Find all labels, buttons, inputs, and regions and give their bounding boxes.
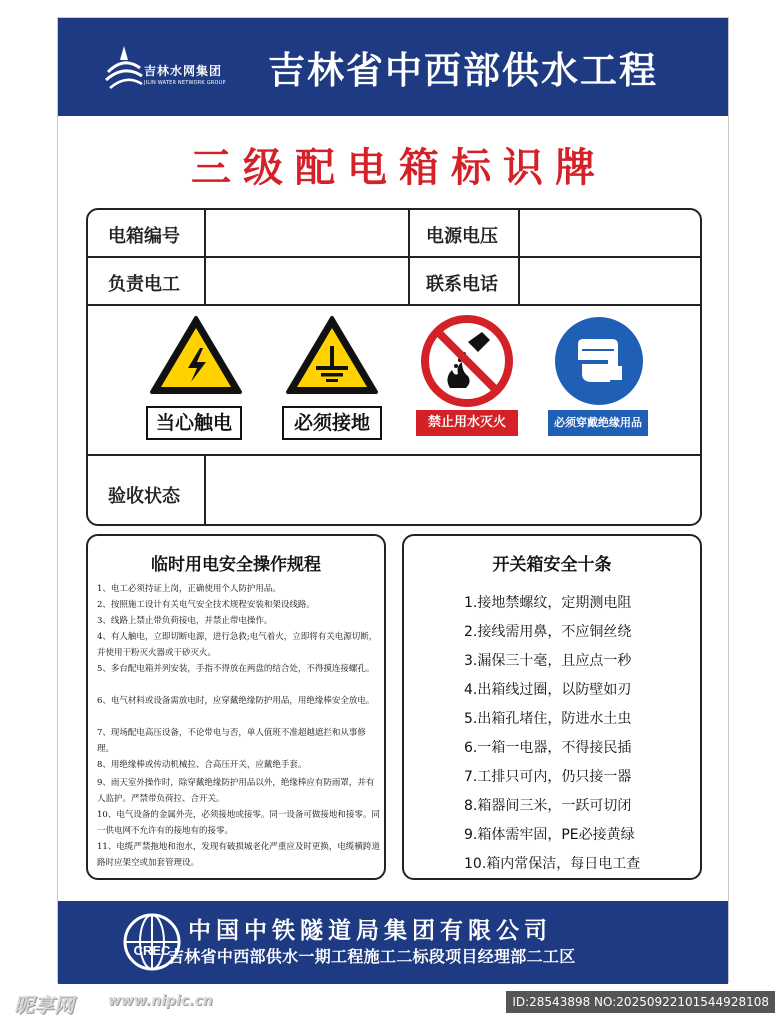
safety-rule-4: 4、有人触电，立即切断电源，进行急救;电气着火，立即将有关电源切断，并使用干粉灭火器或干砂灭火。 [97, 632, 378, 658]
safety-rule-5: 5、多台配电箱并列安装，手指不得放在两盘的结合处，不得摸连接螺孔。 [97, 664, 375, 674]
sign-board [57, 17, 729, 983]
electric-shock-warning-icon [148, 314, 244, 396]
department-name: 吉林省中西部供水一期工程施工二标段项目经理部二工区 [168, 947, 576, 966]
switch-box-rules-title: 开关箱安全十条 [492, 555, 612, 575]
acceptance-label: 验收状态 [108, 486, 180, 507]
project-title: 吉林省中西部供水工程 [268, 49, 658, 92]
safety-rule-2: 2、按照施工设计有关电气安全技术规程安装和架设线路。 [97, 600, 315, 610]
water-wave-logo-icon [104, 42, 144, 92]
sign-title: 三级配电箱标识牌 [191, 145, 607, 191]
table-divider [88, 454, 700, 456]
sign-label-no-water: 禁止用水灭火 [416, 410, 518, 436]
switch-box-rule-10: 10.箱内常保洁，每日电工查 [464, 856, 641, 872]
safety-rule-6: 6、电气材料或设备需放电时，应穿戴绝缘防护用品，用绝缘棒安全放电。 [97, 696, 375, 706]
watermark-brand: 昵享网 [14, 993, 74, 1017]
box-number-label: 电箱编号 [108, 226, 180, 247]
switch-box-rule-6: 6.一箱一电器，不得接民插 [464, 740, 632, 756]
switch-box-rules-panel [402, 534, 702, 880]
safety-rule-9: 9、雨天室外操作时，除穿戴绝缘防护用品以外，绝缘棒应有防雨罩，并有人监护。严禁带负荷拉、合开关。 [97, 778, 375, 804]
crec-logo-text: CREC [133, 943, 171, 958]
no-water-extinguish-icon [420, 314, 514, 408]
switch-box-rule-9: 9.箱体需牢固，PE必接黄绿 [464, 827, 635, 843]
logo-subtitle: JILIN WATER NETWORK GROUP [144, 80, 226, 86]
info-table [86, 208, 702, 526]
phone-label: 联系电话 [426, 274, 498, 295]
electrician-label: 负责电工 [108, 274, 180, 295]
safety-rule-3: 3、线路上禁止带负荷接电，并禁止带电操作。 [97, 616, 273, 626]
logo-name: 吉林水网集团 [144, 64, 223, 78]
safety-rule-8: 8、用绝缘棒或传动机械拉、合高压开关，应戴绝手套。 [97, 760, 307, 770]
table-divider [408, 210, 410, 304]
footer-band [58, 901, 728, 984]
switch-box-rule-1: 1.接地禁螺纹，定期测电阻 [464, 595, 632, 611]
watermark-id: ID:28543898 NO:20250922101544928108 [506, 991, 775, 1013]
sign-label-electric-shock: 当心触电 [146, 406, 242, 440]
safety-rule-10: 10、电气设备的金属外壳，必须接地或接零。同一设备可做接地和接零。同一供电网不允许有的接地有的接零。 [97, 810, 380, 836]
switch-box-rule-2: 2.接线需用鼻，不应铜丝绕 [464, 624, 632, 640]
voltage-label: 电源电压 [426, 226, 498, 247]
safety-rules-title: 临时用电安全操作规程 [151, 555, 321, 575]
safety-rule-1: 1、电工必须持证上岗，正确使用个人防护用品。 [97, 584, 281, 594]
wear-insulated-gloves-icon [552, 314, 646, 408]
company-logo [104, 42, 244, 94]
grounding-warning-icon [284, 314, 380, 396]
switch-box-rule-7: 7.工排只可内，仍只接一器 [464, 769, 632, 785]
table-divider [88, 256, 700, 258]
switch-box-rule-3: 3.漏保三十毫，且应点一秒 [464, 653, 632, 669]
switch-box-rule-8: 8.箱器间三米，一跃可切闭 [464, 798, 632, 814]
watermark-url: www.nipic.cn [108, 993, 213, 1009]
table-divider [88, 304, 700, 306]
header-band [58, 18, 728, 116]
safety-rule-7: 7、现场配电高压设备，不论带电与否，单人值班不准超越遮拦和从事修理。 [97, 728, 366, 754]
sign-label-insulated-gear: 必须穿戴绝缘用品 [548, 410, 648, 436]
table-divider [518, 210, 520, 304]
sign-label-grounding: 必须接地 [282, 406, 382, 440]
watermark-bar [0, 985, 775, 1024]
table-divider [204, 210, 206, 304]
switch-box-rule-5: 5.出箱孔堵住，防进水土虫 [464, 711, 632, 727]
safety-rule-11: 11、电缆严禁拖地和泡水，发现有破损城老化严重应及时更换，电缆横跨道路时应架空或加套管理设。 [97, 842, 380, 868]
safety-rules-panel [86, 534, 386, 880]
switch-box-rule-4: 4.出箱线过圈，以防壁如刃 [464, 682, 632, 698]
company-name: 中国中铁隧道局集团有限公司 [188, 918, 552, 944]
table-divider [204, 454, 206, 526]
